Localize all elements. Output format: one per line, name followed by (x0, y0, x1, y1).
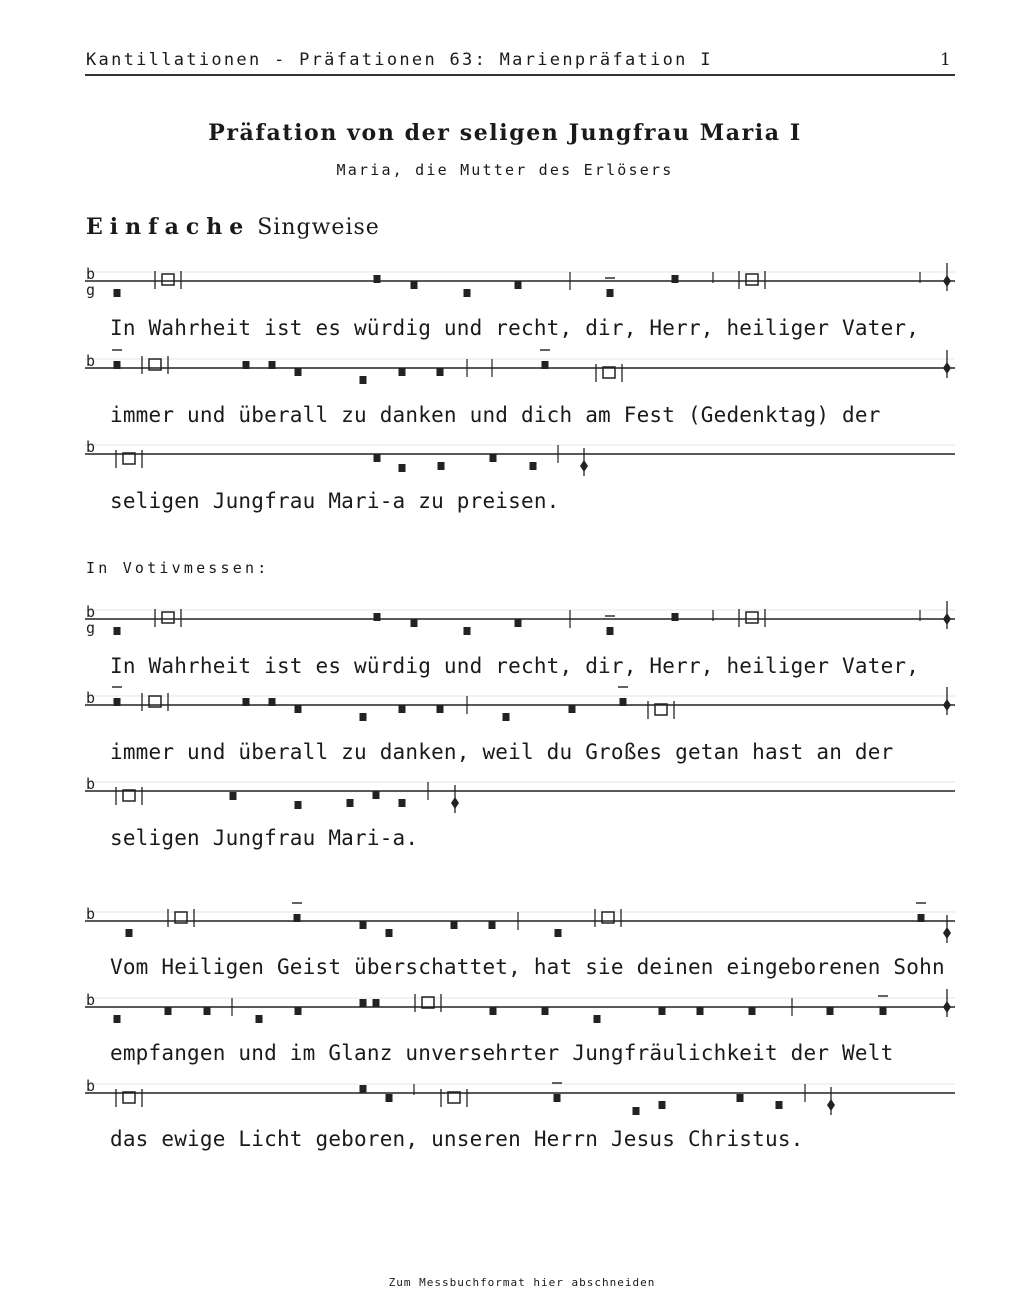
chant-note (114, 289, 121, 297)
chant-note (114, 361, 121, 369)
chant-note (530, 462, 537, 470)
chant-note (607, 289, 614, 297)
chant-note (490, 454, 497, 462)
chant-note (503, 713, 510, 721)
chant-note (918, 914, 925, 922)
chant-note (165, 1007, 172, 1015)
lyric-line-3: seligen Jungfrau Mari-a zu preisen. (110, 489, 560, 513)
lyric-line-6: seligen Jungfrau Mari-a. (110, 826, 419, 850)
chant-note (827, 1007, 834, 1015)
chant-note (230, 792, 237, 800)
chant-note (256, 1015, 263, 1023)
chant-note (360, 1085, 367, 1093)
chant-note (114, 698, 121, 706)
chant-note (269, 361, 276, 369)
chant-note (607, 627, 614, 635)
running-header: Kantillationen - Präfationen 63: Marienpräfation I (86, 50, 713, 70)
flat-clef: b (86, 775, 96, 793)
lyric-line-1: In Wahrheit ist es würdig und recht, dir, Herr, heiliger Vater, (110, 316, 920, 340)
chant-note (347, 799, 354, 807)
chant-note (360, 713, 367, 721)
flat-clef: b (86, 352, 96, 370)
chant-note (464, 627, 471, 635)
section-heading-spaced: Einfache (86, 214, 251, 240)
chant-note (515, 281, 522, 289)
chant-note (243, 361, 250, 369)
flat-clef: b (86, 905, 96, 923)
votive-mass-label: In Votivmessen: (86, 559, 270, 577)
flat-clef: b (86, 1077, 96, 1095)
chant-note (399, 799, 406, 807)
chant-note (399, 705, 406, 713)
chant-note (114, 627, 121, 635)
lyric-line-2: immer und überall zu danken und dich am Fest (Gedenktag) der (110, 403, 881, 427)
flat-clef: b (86, 991, 96, 1009)
final-diamond-note (943, 1001, 951, 1013)
lyric-line-4: In Wahrheit ist es würdig und recht, dir, Herr, heiliger Vater, (110, 654, 920, 678)
chant-note (489, 921, 496, 929)
chant-note (295, 368, 302, 376)
chant-note (672, 613, 679, 621)
chant-note (399, 368, 406, 376)
final-diamond-note (827, 1099, 835, 1111)
final-diamond-note (943, 927, 951, 939)
recitation-note (746, 612, 758, 623)
chant-note (411, 281, 418, 289)
g-clef-letter: g (86, 619, 96, 637)
chant-note (697, 1007, 704, 1015)
final-diamond-note (943, 699, 951, 711)
chant-note (776, 1101, 783, 1109)
chant-note (880, 1007, 887, 1015)
final-diamond-note (943, 362, 951, 374)
document-subtitle: Maria, die Mutter des Erlösers (336, 161, 674, 179)
lyric-line-7: Vom Heiligen Geist überschattet, hat sie deinen eingeborenen Sohn (110, 955, 945, 979)
lyric-line-8: empfangen und im Glanz unversehrter Jungfräulichkeit der Welt (110, 1041, 894, 1065)
chant-note (749, 1007, 756, 1015)
chant-note (114, 1015, 121, 1023)
chant-note (399, 464, 406, 472)
flat-clef: b (86, 438, 96, 456)
recitation-note (162, 274, 174, 285)
chant-note (373, 999, 380, 1007)
recitation-note (746, 274, 758, 285)
chant-note (126, 929, 133, 937)
final-diamond-note (580, 460, 588, 472)
chant-note (374, 454, 381, 462)
flat-clef: b (86, 603, 96, 621)
final-diamond-note (943, 613, 951, 625)
chant-note (373, 791, 380, 799)
cut-line-note: Zum Messbuchformat hier abschneiden (388, 1276, 656, 1289)
document-title: Präfation von der seligen Jungfrau Maria I (208, 120, 802, 146)
chant-note (633, 1107, 640, 1115)
chant-note (542, 1007, 549, 1015)
chant-note (659, 1101, 666, 1109)
chant-note (515, 619, 522, 627)
final-diamond-note (943, 275, 951, 287)
chant-note (360, 376, 367, 384)
chant-note (437, 368, 444, 376)
chant-note (542, 361, 549, 369)
chant-note (437, 705, 444, 713)
chant-note (555, 929, 562, 937)
chant-note (451, 921, 458, 929)
final-diamond-note (451, 797, 459, 809)
lyric-line-5: immer und überall zu danken, weil du Großes getan hast an der (110, 740, 894, 764)
chant-note (411, 619, 418, 627)
chant-note (294, 914, 301, 922)
chant-note (620, 698, 627, 706)
chant-note (374, 613, 381, 621)
chant-note (672, 275, 679, 283)
chant-note (659, 1007, 666, 1015)
chant-note (386, 1094, 393, 1102)
chant-note (295, 705, 302, 713)
chant-note (438, 462, 445, 470)
chant-note (569, 705, 576, 713)
chant-note (295, 1007, 302, 1015)
chant-note (464, 289, 471, 297)
chant-note (295, 801, 302, 809)
section-heading-rest: Singweise (257, 215, 380, 240)
chant-note (374, 275, 381, 283)
page-number: 1 (940, 50, 951, 70)
chant-note (554, 1094, 561, 1102)
flat-clef: b (86, 689, 96, 707)
chant-note (269, 698, 276, 706)
chant-note (594, 1015, 601, 1023)
chant-note (204, 1007, 211, 1015)
lyric-line-9: das ewige Licht geboren, unseren Herrn Jesus Christus. (110, 1127, 804, 1151)
chant-note (490, 1007, 497, 1015)
chant-note (360, 999, 367, 1007)
chant-note (360, 921, 367, 929)
chant-note (386, 929, 393, 937)
g-clef-letter: g (86, 281, 96, 299)
recitation-note (162, 612, 174, 623)
chant-note (243, 698, 250, 706)
chant-note (737, 1094, 744, 1102)
flat-clef: b (86, 265, 96, 283)
